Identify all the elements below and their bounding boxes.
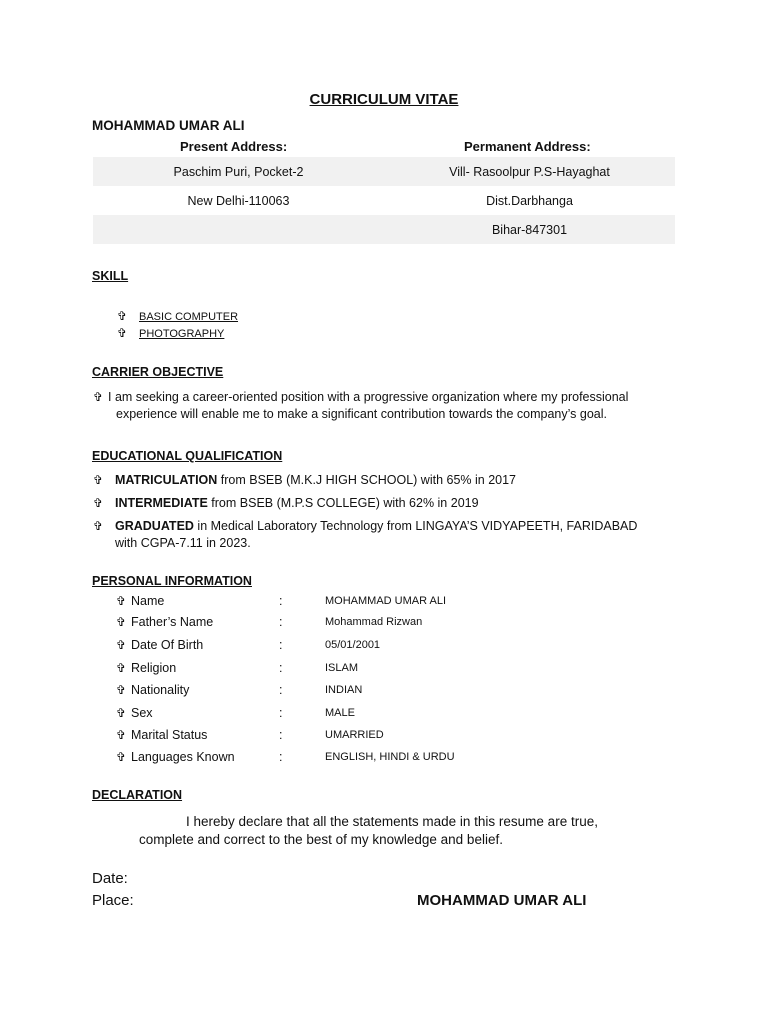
info-separator: : — [279, 594, 283, 608]
present-address-heading: Present Address: — [180, 139, 288, 154]
info-label: Languages Known — [131, 750, 235, 764]
info-value: 05/01/2001 — [325, 639, 381, 651]
personal-info-row — [116, 728, 636, 750]
info-value: ISLAM — [325, 662, 359, 674]
objective-line: I am seeking a career-oriented position with a progressive organization where my professional — [108, 390, 629, 404]
qualification-detail: from BSEB (M.P.S COLLEGE) with 62% in 2019 — [207, 496, 479, 510]
info-label: Father’s Name — [131, 615, 214, 629]
info-separator: : — [279, 638, 283, 652]
personal-info-row — [116, 683, 636, 705]
cross-bullet-icon: ✞ — [93, 390, 104, 404]
skill-heading: SKILL — [92, 269, 129, 283]
personal-info-row — [116, 661, 636, 683]
info-value: INDIAN — [325, 684, 363, 696]
personal-info-heading: PERSONAL INFORMATION — [92, 574, 252, 588]
candidate-name: MOHAMMAD UMAR ALI — [92, 118, 245, 133]
info-separator: : — [279, 661, 283, 675]
info-value: UMARRIED — [325, 729, 384, 741]
info-separator: : — [279, 728, 283, 742]
skill-label: PHOTOGRAPHY — [139, 328, 225, 340]
info-value: Mohammad Rizwan — [325, 616, 423, 628]
qualification-name: MATRICULATION — [115, 473, 218, 487]
cross-bullet-icon: ✞ — [116, 638, 127, 652]
qualification-detail-cont: with CGPA-7.11 in 2023. — [115, 536, 251, 550]
cross-bullet-icon: ✞ — [93, 473, 104, 487]
info-label: Name — [131, 594, 165, 608]
signature-name: MOHAMMAD UMAR ALI — [417, 892, 587, 909]
info-label: Date Of Birth — [131, 638, 204, 652]
skill-label: BASIC COMPUTER — [139, 311, 239, 323]
qualification-detail: in Medical Laboratory Technology from LINGAYA’S VIDYAPEETH, FARIDABAD — [193, 519, 638, 533]
permanent-address-line: Bihar-847301 — [491, 222, 568, 237]
qualification-name: GRADUATED — [115, 519, 194, 533]
qualification-detail: from BSEB (M.K.J HIGH SCHOOL) with 65% in 2017 — [217, 473, 516, 487]
objective-text — [93, 389, 713, 423]
education-item — [93, 518, 693, 552]
info-separator: : — [279, 615, 283, 629]
permanent-address-heading: Permanent Address: — [464, 139, 591, 154]
declaration-heading: DECLARATION — [92, 788, 183, 802]
education-item — [93, 495, 693, 512]
document-title: CURRICULUM VITAE — [309, 91, 459, 108]
permanent-address-line: Vill- Rasoolpur P.S-Hayaghat — [449, 164, 610, 179]
objective-heading: CARRIER OBJECTIVE — [92, 365, 224, 379]
info-value: MOHAMMAD UMAR ALI — [325, 595, 447, 607]
declaration-line: complete and correct to the best of my knowledge and belief. — [139, 832, 503, 847]
address-row — [93, 215, 675, 244]
address-row — [93, 186, 675, 215]
personal-info-row — [116, 750, 636, 772]
cross-bullet-icon: ✞ — [116, 594, 127, 608]
address-row — [93, 157, 675, 186]
info-label: Religion — [131, 661, 177, 675]
cross-bullet-icon: ✞ — [93, 519, 104, 533]
personal-info-row — [116, 706, 636, 728]
cross-bullet-icon: ✞ — [117, 326, 128, 340]
education-heading: EDUCATIONAL QUALIFICATION — [92, 449, 283, 463]
info-value: MALE — [325, 707, 355, 719]
present-address-line: New Delhi-110063 — [187, 193, 290, 208]
cross-bullet-icon: ✞ — [116, 706, 127, 720]
qualification-name: INTERMEDIATE — [115, 496, 208, 510]
skill-item — [117, 309, 238, 323]
cross-bullet-icon: ✞ — [116, 615, 127, 629]
place-label: Place: — [92, 892, 134, 909]
cross-bullet-icon: ✞ — [116, 728, 127, 742]
skill-item — [117, 326, 224, 340]
date-label: Date: — [92, 870, 128, 887]
info-label: Sex — [131, 706, 153, 720]
personal-info-row — [116, 638, 636, 660]
present-address-line: Paschim Puri, Pocket-2 — [173, 164, 304, 179]
cross-bullet-icon: ✞ — [116, 661, 127, 675]
cross-bullet-icon: ✞ — [93, 496, 104, 510]
info-label: Nationality — [131, 683, 190, 697]
cross-bullet-icon: ✞ — [116, 683, 127, 697]
info-separator: : — [279, 750, 283, 764]
info-separator: : — [279, 683, 283, 697]
permanent-address-line: Dist.Darbhanga — [486, 193, 573, 208]
info-value: ENGLISH, HINDI & URDU — [325, 751, 455, 763]
address-table — [93, 157, 675, 244]
cross-bullet-icon: ✞ — [116, 750, 127, 764]
declaration-line: I hereby declare that all the statements made in this resume are true, — [186, 814, 598, 829]
info-separator: : — [279, 706, 283, 720]
personal-info-row — [116, 615, 636, 637]
education-item — [93, 472, 693, 489]
objective-line: experience will enable me to make a significant contribution towards the company’s goal. — [116, 407, 608, 421]
info-label: Marital Status — [131, 728, 208, 742]
cross-bullet-icon: ✞ — [117, 309, 128, 323]
personal-info-row — [116, 594, 636, 616]
